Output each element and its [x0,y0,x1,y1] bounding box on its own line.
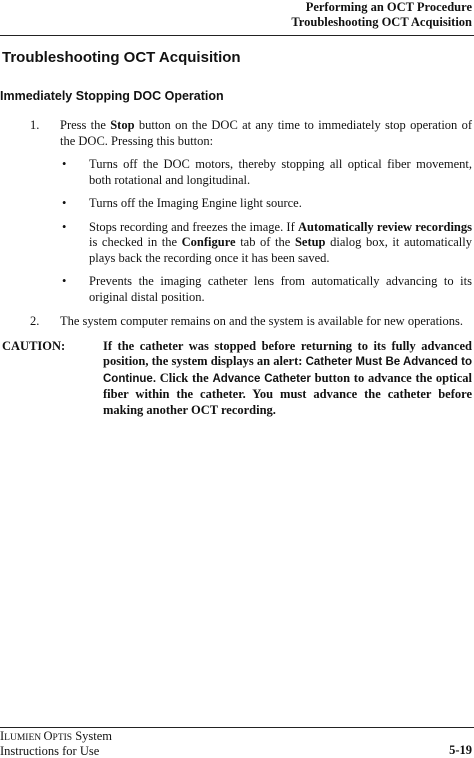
page-number: 5-19 [449,743,472,757]
alert-message: Catheter Must Be Advanced to Continue. [103,356,472,385]
document-name: Instructions for Use [0,744,100,758]
product-name-part: System [72,729,113,743]
stop-button-ref: Stop [110,118,135,132]
bullet-icon: • [62,157,67,171]
caution-notice [0,339,474,419]
header-rule [0,35,474,36]
step-2 [0,314,474,330]
caution-text: Click the [156,370,213,385]
header-chapter: Performing an OCT Procedure [305,0,472,14]
product-name-part: I [0,729,5,743]
step-text: Press the [60,118,111,132]
product-name-part: LUMIEN [4,733,44,743]
step-number: 1. [30,118,40,132]
bullet-item [0,274,474,305]
header-section: Troubleshooting OCT Acquisition [291,14,472,29]
section-title: Troubleshooting OCT Acquisition [2,49,241,66]
tab-name: Configure [181,235,236,249]
step-1 [0,118,474,149]
caution-text: button to advance the optical fiber within the catheter. You must advance the catheter before making another OCT recording. [103,370,472,417]
product-name [0,730,112,745]
bullet-item [0,196,474,212]
product-name-part: PTIS [52,733,73,743]
subsection-title: Immediately Stopping DOC Operation [0,89,224,103]
bullet-text: Turns off the Imaging Engine light source. [89,196,302,210]
step-text: button on the DOC at any time to immediately stop operation of the DOC. Pressing this button: [60,118,472,148]
bullet-item [0,157,474,188]
bullet-icon: • [62,196,67,210]
option-name: Automatically review recordings [297,219,472,234]
footer-left [0,730,112,758]
advance-catheter-button-ref: Advance Catheter [212,372,311,385]
running-header [291,0,472,29]
footer-rule [0,727,474,728]
bullet-text: is checked in the [89,235,182,249]
caution-label: CAUTION: [2,338,66,353]
bullet-text: Turns off the DOC motors, thereby stopping all optical fiber movement, both rotational and longitudinal. [89,157,472,187]
bullet-icon: • [62,274,67,288]
caution-text: If the catheter was stopped before returning to its fully advanced position, the system displays an alert: [103,338,472,368]
product-name-part: O [43,729,53,743]
bullet-item [0,220,474,267]
bullet-text: dialog box, it automatically plays back the recording once it has been saved. [89,235,472,265]
dialog-name: Setup [294,235,326,249]
step-number: 2. [30,314,40,328]
bullet-text: tab of the [235,235,295,249]
bullet-icon: • [62,219,67,234]
bullet-text: Prevents the imaging catheter lens from automatically advancing to its original distal position. [89,274,472,304]
step-text: The system computer remains on and the system is available for new operations. [60,314,464,328]
bullet-text: Stops recording and freezes the image. If [89,219,298,234]
page-body [0,118,474,418]
